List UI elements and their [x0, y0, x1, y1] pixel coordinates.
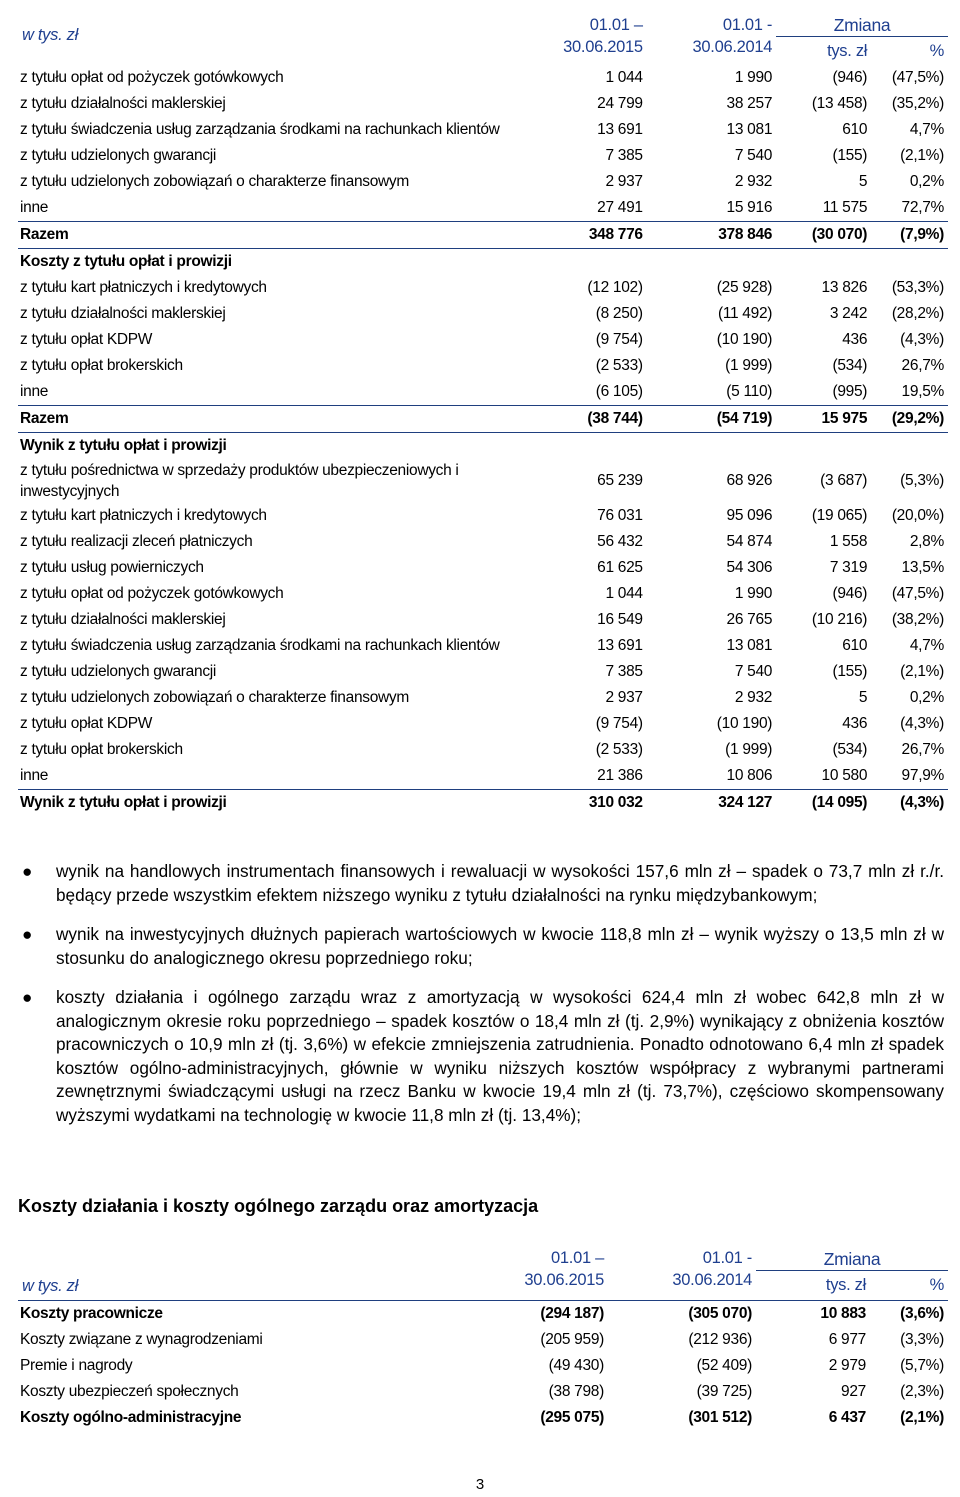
change-abs: 2 979: [828, 1357, 866, 1374]
change-pct: (47,5%): [891, 585, 944, 602]
value-2014: 13 081: [726, 637, 773, 654]
change-abs: 1 558: [829, 533, 868, 550]
value-2014: (11 492): [717, 305, 773, 322]
bullet-item: ● wynik na inwestycyjnych dłużnych papierach wartościowych w kwocie 118,8 mln zł – wynik wyższy o 13,5 mln zł w stosunku do analogicznego okresu poprzedniego roku;: [22, 924, 944, 968]
row-label: Koszty ogólno-administracyjne: [20, 1409, 242, 1426]
change-abs: 6 977: [828, 1331, 866, 1348]
table-row: [18, 301, 948, 327]
change-pct: (5,3%): [900, 472, 944, 489]
table-row: [18, 195, 948, 222]
table-row: [18, 711, 948, 737]
value-2015: 16 549: [597, 611, 643, 628]
change-abs: 436: [842, 331, 868, 348]
operating-costs-table: [18, 1238, 948, 1431]
table-row: [18, 249, 948, 276]
change-abs: 927: [841, 1383, 866, 1400]
value-2014: (301 512): [688, 1409, 752, 1426]
value-2015: (205 959): [540, 1331, 604, 1348]
change-abs: (30 070): [776, 222, 871, 249]
table-row: [18, 1301, 948, 1328]
value-2015: (9 754): [595, 715, 643, 732]
value-2015: (2 533): [595, 741, 643, 758]
change-pct: (4,3%): [900, 331, 944, 348]
value-2015: (38 798): [548, 1383, 604, 1400]
value-2015: 65 239: [597, 472, 643, 489]
change-pct: [871, 249, 948, 276]
change-pct: (3,3%): [900, 1331, 944, 1348]
row-label: z tytułu realizacji zleceń płatniczych: [20, 533, 253, 550]
row-label: z tytułu działalności maklerskiej: [20, 95, 226, 112]
value-2014: (212 936): [688, 1331, 752, 1348]
row-label: Koszty związane z wynagrodzeniami: [20, 1331, 263, 1348]
row-label: Koszty z tytułu opłat i prowizji: [18, 249, 546, 276]
table-row: [18, 685, 948, 711]
change-header: Zmiana: [823, 1248, 881, 1269]
change-pct: (53,3%): [891, 279, 944, 296]
row-label: z tytułu opłat brokerskich: [20, 357, 183, 374]
table-header-row-top: [18, 6, 948, 37]
value-2014: [647, 249, 776, 276]
table-row: [18, 91, 948, 117]
value-2014: 54 874: [726, 533, 773, 550]
change-header: Zmiana: [833, 15, 891, 35]
value-2014: 2 932: [734, 173, 773, 190]
change-abs: (155): [832, 147, 868, 164]
value-2014: 13 081: [726, 121, 773, 138]
row-label: Wynik z tytułu opłat i prowizji: [18, 433, 546, 460]
value-2014: 1 990: [734, 69, 773, 86]
change-abs: 3 242: [829, 305, 868, 322]
period1-header: 01.01 – 30.06.2015: [524, 1249, 604, 1289]
change-abs: 13 826: [821, 279, 868, 296]
value-2015: 24 799: [597, 95, 643, 112]
page-number: 3: [475, 1476, 485, 1493]
bullet-dot-icon: ●: [22, 987, 33, 1007]
value-2015: 56 432: [597, 533, 643, 550]
value-2015: 310 032: [546, 790, 647, 817]
table-row: [18, 406, 948, 433]
change-pct: 4,7%: [909, 637, 944, 654]
table-row: [18, 459, 948, 503]
change-abs: [776, 249, 871, 276]
row-label: Razem: [18, 222, 546, 249]
value-2014: 378 846: [647, 222, 776, 249]
value-2014: (39 725): [696, 1383, 752, 1400]
value-2015: 7 385: [605, 147, 643, 164]
change-pct: [871, 433, 948, 460]
change-abs: 15 975: [776, 406, 871, 433]
table-row: [18, 1353, 948, 1379]
value-2015: (8 250): [595, 305, 643, 322]
change-pct: (2,1%): [900, 1409, 944, 1426]
change-abs-header: tys. zł: [756, 1270, 870, 1300]
table-row: [18, 1379, 948, 1405]
value-2015: (294 187): [458, 1301, 608, 1328]
period1-header: 01.01 – 30.06.2015: [563, 15, 643, 56]
change-pct: 26,7%: [901, 741, 944, 758]
value-2014: 95 096: [726, 507, 773, 524]
table-row: [18, 581, 948, 607]
change-abs: 11 575: [822, 199, 868, 216]
change-pct: (4,3%): [871, 790, 948, 817]
change-pct: (29,2%): [871, 406, 948, 433]
value-2014: (52 409): [696, 1357, 752, 1374]
value-2014: (1 999): [725, 741, 773, 758]
value-2015: (38 744): [546, 406, 647, 433]
change-abs: 7 319: [829, 559, 868, 576]
row-label: Koszty pracownicze: [18, 1301, 458, 1328]
change-pct: (35,2%): [891, 95, 944, 112]
change-abs: 436: [842, 715, 868, 732]
row-label: z tytułu udzielonych zobowiązań o charakterze finansowym: [20, 689, 409, 706]
bullet-list: [18, 860, 944, 1143]
table-row: [18, 737, 948, 763]
value-2015: 13 691: [597, 637, 643, 654]
change-pct: (3,6%): [870, 1301, 948, 1328]
row-label: z tytułu usług powierniczych: [20, 559, 204, 576]
table-row: [18, 633, 948, 659]
row-label: Razem: [18, 406, 546, 433]
value-2015: 348 776: [546, 222, 647, 249]
value-2015: 13 691: [597, 121, 643, 138]
value-2015: 7 385: [605, 663, 643, 680]
change-pct: 2,8%: [909, 533, 944, 550]
change-pct: (4,3%): [900, 715, 944, 732]
value-2014: (25 928): [716, 279, 773, 296]
change-abs: 10 580: [821, 767, 868, 784]
change-abs-header: tys. zł: [776, 37, 871, 66]
row-label: z tytułu działalności maklerskiej: [20, 305, 226, 322]
value-2014: (5 110): [726, 383, 773, 400]
value-2014: 68 926: [726, 472, 773, 489]
bullet-item: ● wynik na handlowych instrumentach finansowych i rewaluacji w wysokości 157,6 mln zł – spadek o 73,7 mln zł r./r. będący przede wszystkim efektem niższego wyniku z tytułu działalności na rynku międzybankowym;: [22, 861, 944, 905]
change-pct: 0,2%: [909, 173, 944, 190]
value-2015: 1 044: [605, 585, 643, 602]
change-abs: (13 458): [811, 95, 868, 112]
change-pct: (47,5%): [891, 69, 944, 86]
value-2015: 2 937: [605, 173, 643, 190]
value-2014: 54 306: [726, 559, 773, 576]
table-row: [18, 433, 948, 460]
change-pct: (2,1%): [900, 663, 944, 680]
change-pct: (28,2%): [891, 305, 944, 322]
row-label: z tytułu opłat KDPW: [20, 331, 153, 348]
table-row: [18, 169, 948, 195]
change-abs: 10 883: [756, 1301, 870, 1328]
row-label: z tytułu opłat od pożyczek gotówkowych: [20, 585, 284, 602]
change-pct: 13,5%: [901, 559, 944, 576]
period2-header: 01.01 - 30.06.2014: [672, 1249, 752, 1289]
change-pct: (5,7%): [900, 1357, 944, 1374]
row-label: inne: [20, 199, 49, 216]
change-pct: 0,2%: [909, 689, 944, 706]
fee-income-table: [18, 6, 948, 816]
change-abs: (534): [832, 741, 868, 758]
change-abs: (995): [832, 383, 868, 400]
change-abs: (10 216): [811, 611, 868, 628]
value-2014: 2 932: [734, 689, 773, 706]
table-row: [18, 555, 948, 581]
value-2014: (305 070): [608, 1301, 756, 1328]
table-row: [18, 353, 948, 379]
value-2015: 61 625: [597, 559, 643, 576]
value-2014: 7 540: [734, 663, 773, 680]
change-pct: (2,3%): [900, 1383, 944, 1400]
change-pct: (7,9%): [871, 222, 948, 249]
table-row: [18, 607, 948, 633]
table-header-row-top: [18, 1238, 948, 1270]
table-row: [18, 327, 948, 353]
table-row: [18, 379, 948, 406]
row-label: z tytułu kart płatniczych i kredytowych: [20, 507, 267, 524]
bullet-item: ● koszty działania i ogólnego zarządu wraz z amortyzacją w wysokości 624,4 mln zł wobec 642,8 mln zł w analogicznym okresie roku poprzedniego – spadek kosztów o 18,4 mln zł (tj. 2,9%) wynikający z obniżenia kosztów pracowniczych o 10,9 mln zł (tj. 3,6%) w efekcie zmniejszenia zatrudnienia. Ponadto odnotowano 6,4 mln zł spadek kosztów ogólno-administracyjnych, głównie w wyniku niższych kosztów współpracy z wybranymi partnerami zewnętrznymi świadczącymi usługi na rzecz Banku w kwocie 19,4 mln zł (tj. 73,7%), częściowo skompensowany wyższymi wydatkami na technologię w kwocie 11,8 mln zł (tj. 13,4%);: [22, 987, 944, 1125]
row-label: Premie i nagrody: [20, 1357, 133, 1374]
change-pct: 19,5%: [901, 383, 944, 400]
bullet-dot-icon: ●: [22, 924, 33, 944]
table-row: [18, 117, 948, 143]
value-2015: [546, 249, 647, 276]
unit-label: w tys. zł: [22, 26, 78, 44]
change-pct: (38,2%): [891, 611, 944, 628]
row-label: Wynik z tytułu opłat i prowizji: [18, 790, 546, 817]
bullet-dot-icon: ●: [22, 861, 33, 881]
change-pct-header: %: [870, 1270, 948, 1300]
value-2015: (295 075): [540, 1409, 604, 1426]
value-2014: (10 190): [716, 331, 773, 348]
table-row: [18, 143, 948, 169]
change-abs: (946): [832, 585, 868, 602]
change-pct-header: %: [871, 37, 948, 66]
value-2014: [647, 433, 776, 460]
value-2015: [546, 433, 647, 460]
table-row: [18, 529, 948, 555]
change-pct: 4,7%: [909, 121, 944, 138]
change-abs: (946): [832, 69, 868, 86]
row-label: z tytułu udzielonych gwarancji: [20, 663, 217, 680]
table-row: [18, 659, 948, 685]
table-row: [18, 222, 948, 249]
change-abs: (3 687): [820, 472, 868, 489]
value-2015: (12 102): [587, 279, 643, 296]
change-pct: 26,7%: [901, 357, 944, 374]
row-label: z tytułu udzielonych gwarancji: [20, 147, 217, 164]
value-2014: 1 990: [734, 585, 773, 602]
row-label: z tytułu kart płatniczych i kredytowych: [20, 279, 267, 296]
value-2014: (54 719): [647, 406, 776, 433]
value-2014: 26 765: [726, 611, 773, 628]
change-pct: 97,9%: [901, 767, 944, 784]
row-label: z tytułu działalności maklerskiej: [20, 611, 226, 628]
value-2015: 2 937: [605, 689, 643, 706]
row-label: z tytułu udzielonych zobowiązań o charakterze finansowym: [20, 173, 409, 190]
change-abs: (14 095): [776, 790, 871, 817]
section-title: Koszty działania i koszty ogólnego zarządu oraz amortyzacja: [18, 1196, 539, 1216]
row-label: z tytułu pośrednictwa w sprzedaży produktów ubezpieczeniowych i inwestycyjnych: [20, 462, 459, 500]
value-2015: 1 044: [605, 69, 643, 86]
value-2015: 76 031: [597, 507, 643, 524]
value-2015: 27 491: [597, 199, 643, 216]
change-abs: [776, 433, 871, 460]
value-2014: 7 540: [734, 147, 773, 164]
table-row: [18, 1405, 948, 1431]
value-2014: (1 999): [725, 357, 773, 374]
value-2014: 324 127: [647, 790, 776, 817]
change-abs: 5: [858, 173, 868, 190]
value-2015: (9 754): [595, 331, 643, 348]
row-label: z tytułu świadczenia usług zarządzania środkami na rachunkach klientów: [20, 637, 500, 654]
table-row: [18, 1327, 948, 1353]
change-abs: 610: [842, 637, 868, 654]
change-abs: (534): [832, 357, 868, 374]
table-row: [18, 503, 948, 529]
row-label: z tytułu opłat brokerskich: [20, 741, 183, 758]
value-2014: 38 257: [726, 95, 773, 112]
change-abs: 6 437: [828, 1409, 866, 1426]
value-2014: 15 916: [726, 199, 773, 216]
row-label: inne: [20, 767, 49, 784]
table-row: [18, 790, 948, 817]
row-label: z tytułu świadczenia usług zarządzania środkami na rachunkach klientów: [20, 121, 500, 138]
change-abs: 5: [858, 689, 868, 706]
row-label: inne: [20, 383, 49, 400]
value-2015: (2 533): [595, 357, 643, 374]
value-2015: 21 386: [597, 767, 643, 784]
value-2014: (10 190): [716, 715, 773, 732]
row-label: Koszty ubezpieczeń społecznych: [20, 1383, 239, 1400]
change-abs: (19 065): [811, 507, 868, 524]
table-row: [18, 763, 948, 790]
period2-header: 01.01 - 30.06.2014: [692, 15, 773, 56]
change-pct: (20,0%): [891, 507, 944, 524]
change-pct: (2,1%): [900, 147, 944, 164]
change-abs: (155): [832, 663, 868, 680]
row-label: z tytułu opłat KDPW: [20, 715, 153, 732]
change-pct: 72,7%: [901, 199, 944, 216]
table-row: [18, 275, 948, 301]
value-2014: 10 806: [726, 767, 773, 784]
value-2015: (6 105): [595, 383, 643, 400]
value-2015: (49 430): [548, 1357, 604, 1374]
table-row: [18, 65, 948, 91]
row-label: z tytułu opłat od pożyczek gotówkowych: [20, 69, 284, 86]
change-abs: 610: [842, 121, 868, 138]
unit-label: w tys. zł: [22, 1277, 78, 1295]
